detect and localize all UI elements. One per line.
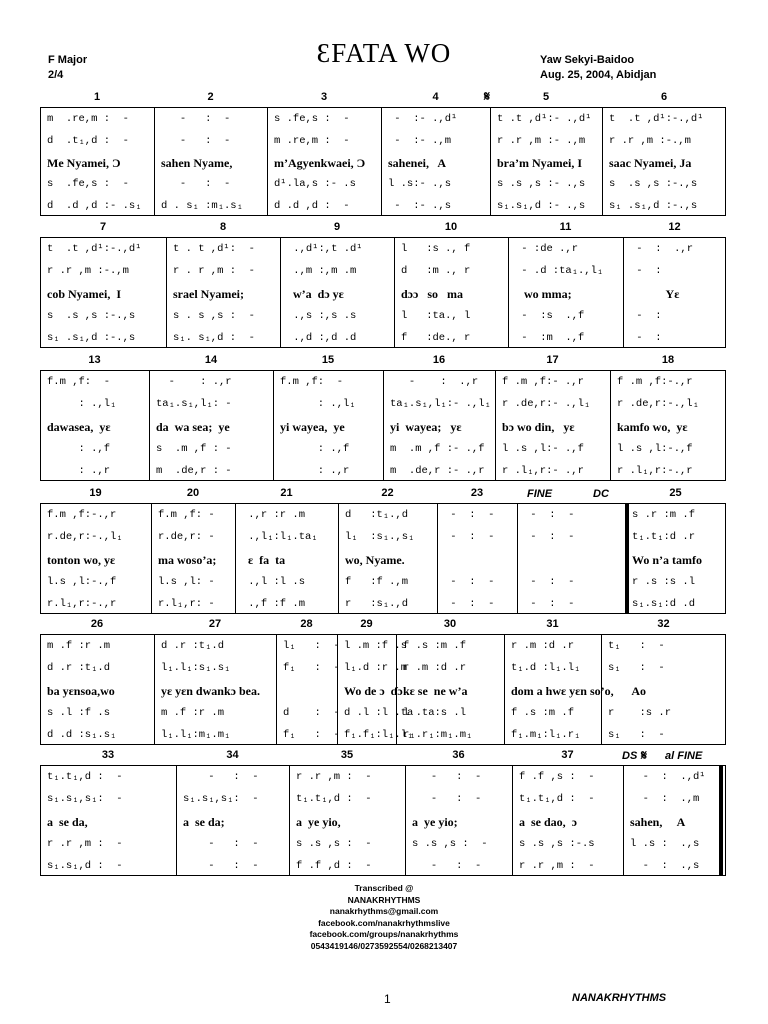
dc-marking: DC [593,488,609,500]
barline [623,238,624,347]
solfa-cell: t₁.t₁:d .r [632,531,696,544]
barline [495,371,496,480]
lyric-cell: srael Nyamei; [173,286,244,301]
solfa-cell: d .l :l .ta [344,706,414,719]
lyric-cell: dawasea, yɛ [47,419,111,434]
lyric-cell: a ye yio; [412,814,458,829]
measure-number: 3 [320,91,328,103]
lyric-cell: m’Agyenkwaei, Ͻ [274,155,366,170]
solfa-cell: f :f .,m [345,575,409,588]
lyric-cell: w’a dɔ yɛ [287,286,344,301]
solfa-cell: l₁.l₁:s₁.s₁ [161,662,231,675]
solfa-cell: r.l₁,r: - [158,597,215,610]
solfa-cell: d :m ., r [401,265,471,278]
solfa-cell: m .f :r .m [47,640,111,653]
solfa-cell: d .d :s₁.s₁ [47,728,117,741]
solfa-cell: d¹.la,s :- .s [274,178,356,191]
lyric-cell: bra’m Nyamei, I [497,155,582,170]
solfa-cell: m .re,m : - [47,112,129,125]
segno-sign: 𝄋 [641,747,648,763]
lyric-cell: Wo n’a tamfo [632,552,702,567]
solfa-cell: - .d :ta₁.,l₁ [515,265,604,278]
solfa-cell: f.m ,f: - [47,376,111,389]
footer-line: 0543419146/0273592554/0268213407 [310,940,458,951]
solfa-cell: f₁ : - [283,728,340,741]
solfa-cell: l .m :f .s [344,640,408,653]
solfa-cell: .,s :,s .s [287,309,357,322]
solfa-cell: r .l₁,r:-.,r [617,464,693,477]
measure-number: 8 [219,221,227,233]
solfa-cell: d .d ,d :- .s₁ [47,200,142,213]
lyric-cell: wo mma; [515,286,572,301]
solfa-cell: l :s ., f [401,243,471,256]
solfa-cell: s .s ,s :-.,s [609,178,698,191]
barline [512,766,513,875]
solfa-cell: r .m :d .r [403,662,467,675]
measure-number: 21 [280,487,293,499]
solfa-cell: l.s ,l:-.,f [47,575,117,588]
music-system [40,107,726,216]
solfa-cell: s₁ : - [608,728,665,741]
lyric-cell: yɛ yɛn dwankɔ bea. [161,683,260,698]
barline [508,238,509,347]
solfa-cell: m .de,r :- .,r [390,464,485,477]
measure-number: 4 [432,91,439,103]
solfa-cell: f :de., r [401,331,471,344]
solfa-cell: f .f ,d : - [296,859,372,872]
barline [267,108,268,215]
solfa-cell: t₁ : - [608,640,665,653]
measure-number: 5 [542,91,550,103]
measure-number: 26 [90,618,104,630]
lyric-cell: ɛ fa ta [242,552,286,567]
date-place: Aug. 25, 2004, Abidjan [540,69,657,81]
solfa-cell: f .m ,f:- .,r [502,376,584,389]
solfa-cell: .,r :r .m [242,509,306,522]
lyric-cell: wo, Nyame. [345,552,405,567]
solfa-cell: r₁.r₁:m₁.m₁ [403,728,473,741]
footer-line: facebook.com/groups/nanakrhythms [309,929,459,939]
barline [504,635,505,744]
lyric-cell: saac Nyamei, Ja [609,155,692,170]
solfa-cell: f.m ,f: - [280,376,344,389]
solfa-cell: r .r ,m : - [47,837,123,850]
barline [154,108,155,215]
ds-marking: DS [622,750,638,762]
solfa-cell: t .t ,d¹:-.,d¹ [609,112,704,125]
solfa-cell: f .s :m .f [511,706,575,719]
solfa-cell: - : - [524,597,575,610]
solfa-cell: - : .,s [630,859,700,872]
solfa-cell: l .s:- .,s [388,178,452,191]
solfa-cell: s₁.s₁,d :- .,s [497,200,586,213]
solfa-cell: - : - [444,597,495,610]
barline [280,238,281,347]
solfa-cell: : .,r [47,464,111,477]
measure-number: 32 [657,618,670,630]
solfa-cell: s .s ,s :-.s [519,837,595,850]
solfa-cell: - : [630,265,662,278]
lyric-cell: Wo de ɔ ɗɔ [344,683,403,698]
solfa-cell: t .t ,d¹:-.,d¹ [47,243,142,256]
solfa-cell: r :s₁.,d [345,597,409,610]
lyric-cell: cob Nyamei, I [47,286,121,301]
measure-number: 25 [669,487,682,499]
solfa-cell: - : .,m [630,793,700,806]
measure-number: 17 [546,354,559,366]
lyric-cell: sahenei, A [388,155,447,170]
footer-credits [0,883,768,952]
solfa-cell: - : - [183,837,259,850]
lyric-cell: a ye yio, [296,814,341,829]
solfa-cell: l₁ :s₁.,s₁ [345,531,415,544]
solfa-cell: s .l :f .s [47,706,111,719]
solfa-cell: s₁. s₁,d : - [173,331,255,344]
solfa-cell: - : - [444,509,495,522]
lyric-cell: yi wayea, ye [280,419,345,434]
lyric-cell: a se dao, ɔ [519,814,577,829]
solfa-cell: : .,f [280,442,350,455]
solfa-cell: - : - [524,575,575,588]
solfa-cell: - : - [161,178,231,191]
solfa-cell: ta₁.s₁,l₁: - [156,398,232,411]
lyric-cell: dom a hwɛ yɛn so’o, [511,683,614,698]
music-system [40,503,726,614]
solfa-cell: r .de,r:- .,l₁ [502,398,591,411]
solfa-cell: - :m .,f [515,331,585,344]
solfa-cell: .,m :,m .m [287,265,357,278]
segno-sign: 𝄋 [484,88,491,104]
solfa-cell: s . s ,s : - [173,309,255,322]
solfa-cell: r.de,r:-.,l₁ [47,531,123,544]
lyric-cell: ba yɛnsoa,wo [47,683,115,698]
measure-number: 7 [99,221,107,233]
lyric-cell: Ao [608,683,647,698]
solfa-cell: t₁.d :l₁.l₁ [511,662,581,675]
solfa-cell: .,d¹:,t .d¹ [287,243,363,256]
solfa-cell: s .s ,s :- .,s [497,178,586,191]
solfa-cell: r .r ,m :-.,m [47,265,129,278]
solfa-cell: f.m ,f:-.,r [47,509,117,522]
solfa-cell: r.l₁,r:-.,r [47,597,117,610]
measure-number: 13 [88,354,101,366]
music-system [40,634,726,745]
al-fine-marking: al FINE [665,750,703,762]
solfa-cell: - : .,d¹ [630,771,706,784]
measure-number: 28 [300,618,313,630]
solfa-cell: : .,r [280,464,350,477]
barline [394,238,395,347]
lyric-cell: da wa sea; ye [156,419,230,434]
measure-number: 6 [660,91,668,103]
solfa-cell: - : - [524,531,575,544]
barline [437,504,438,613]
solfa-cell: s₁.s₁,s₁: - [47,793,123,806]
barline [151,504,152,613]
lyric-cell: yi wayea; yɛ [390,419,462,434]
solfa-cell: m .re,m : - [274,134,350,147]
measure-number: 11 [559,221,572,233]
measure-number: 36 [452,749,465,761]
barline [154,635,155,744]
solfa-cell: s .s ,s : - [412,837,488,850]
barline [289,766,290,875]
key-signature: F Major [48,54,88,66]
music-system [40,370,726,481]
solfa-cell: s₁ : - [608,662,665,675]
solfa-cell: s .m ,f : - [156,442,232,455]
solfa-cell: t₁.t₁,d : - [296,793,372,806]
solfa-cell: l .s ,l:- .,f [502,442,584,455]
measure-number: 2 [207,91,214,103]
solfa-cell: r .r ,m : - [519,859,595,872]
solfa-cell: r . r ,m : - [173,265,255,278]
measure-number: 23 [470,487,484,499]
lyric-cell: ma woso’a; [158,552,217,567]
measure-number: 19 [89,487,102,499]
barline [405,766,406,875]
solfa-cell: m .de,r : - [156,464,232,477]
footer-line: Transcribed @ [354,883,414,893]
barline [490,108,491,215]
solfa-cell: d .t₁,d : - [47,134,129,147]
barline [149,371,150,480]
song-title: ƐFATA WO [316,38,452,68]
solfa-cell: - : - [412,793,482,806]
barline [517,504,518,613]
barline [273,371,274,480]
barline [623,766,624,875]
solfa-cell: f .f ,s : - [519,771,595,784]
solfa-cell: s .fe,s : - [274,112,350,125]
measure-number: 1 [93,91,101,103]
solfa-cell: - :de .,r [515,243,579,256]
solfa-cell: f .m ,f:-.,r [617,376,693,389]
solfa-cell: .,l₁:l₁.ta₁ [242,531,318,544]
solfa-cell: l .s : .,s [630,837,700,850]
solfa-cell: : .,l₁ [280,398,356,411]
music-system [40,765,726,876]
measure-number: 37 [561,749,574,761]
barline [625,504,629,613]
measure-number: 29 [360,618,373,630]
solfa-cell: t₁.t₁,d : - [519,793,595,806]
solfa-cell: m .f :r .m [161,706,225,719]
footer-line: nanakrhythms@gmail.com [329,906,439,916]
solfa-cell: d : - [283,706,340,719]
measure-number: 34 [226,749,239,761]
time-signature: 2/4 [48,69,64,81]
solfa-cell: s .r :m .f [632,509,696,522]
lyric-cell: sahen Nyame, [161,155,233,170]
barline [602,108,603,215]
solfa-cell: s .s ,s :-.,s [47,309,136,322]
lyric-cell: dɔɔ so ma [401,286,463,301]
solfa-cell: s₁.s₁,s₁: - [183,793,259,806]
solfa-cell: s₁.s₁,d : - [47,859,123,872]
measure-number: 14 [204,354,218,366]
solfa-cell: l .ta:s .l [403,706,467,719]
solfa-cell: t .t ,d¹:- .,d¹ [497,112,592,125]
solfa-cell: - : - [524,509,575,522]
lyric-cell: a se da, [47,814,88,829]
solfa-cell: - : - [161,112,231,125]
lyric-cell: tonton wo, yɛ [47,552,116,567]
solfa-cell: .,f :f .m [242,597,306,610]
solfa-cell: - :- .,d¹ [388,112,458,125]
measure-number: 30 [443,618,457,630]
solfa-cell: s₁ .s₁,d :-.,s [609,200,698,213]
barline [166,238,167,347]
solfa-cell: r.de,r: - [158,531,215,544]
measure-number: 9 [333,221,341,233]
solfa-cell: : .,f [47,442,111,455]
solfa-cell: - :- .,s [388,200,452,213]
barline [610,371,611,480]
measure-number: 18 [661,354,675,366]
measure-number: 27 [208,618,222,630]
solfa-cell: s₁.s₁:d .d [632,597,696,610]
solfa-cell: r .m :d .r [511,640,575,653]
footer-line: facebook.com/nanakrhythmslive [318,917,450,928]
measure-number: 12 [668,221,681,233]
solfa-cell: r :s .r [608,706,672,719]
solfa-cell: d .r :t₁.d [161,640,225,653]
solfa-cell: l.s ,l: - [158,575,215,588]
solfa-cell: f.m ,f: - [158,509,215,522]
solfa-cell: - : - [444,575,495,588]
brand-label: NANAKRHYTHMS [572,992,667,1004]
solfa-cell: f .s :m .f [403,640,467,653]
barline [338,504,339,613]
solfa-cell: s₁ .s₁,d :-.,s [47,331,136,344]
solfa-cell: f₁ : - [283,662,340,675]
solfa-cell: ta₁.s₁,l₁:- .,l₁ [390,398,491,411]
lyric-cell: Me Nyamei, Ͻ [47,155,121,170]
measure-number: 10 [444,221,458,233]
barline [235,504,236,613]
solfa-cell: - : - [412,859,482,872]
solfa-cell: - : - [161,134,231,147]
solfa-cell: f₁.m₁:l₁.r₁ [511,728,581,741]
measure-number: 33 [101,749,115,761]
lyric-cell: sahen, A [630,814,686,829]
solfa-cell: .,d :,d .d [287,331,357,344]
solfa-cell: r .r ,m :-.,m [609,134,691,147]
solfa-cell: r .r ,m : - [296,771,372,784]
lyric-cell: Yɛ [630,286,680,301]
measure-number: 20 [186,487,200,499]
solfa-cell: - : - [183,771,259,784]
page-number: 1 [384,992,391,1006]
music-system [40,237,726,348]
solfa-cell: d . s₁ :m₁.s₁ [161,200,243,213]
solfa-cell: - : [630,309,662,322]
solfa-cell: r .l₁,r:- .,r [502,464,584,477]
solfa-cell: - :- .,m [388,134,452,147]
barline [176,766,177,875]
solfa-cell: - :s .,f [515,309,585,322]
solfa-cell: t₁.t₁,d : - [47,771,123,784]
measure-number: 22 [381,487,394,499]
measure-number: 15 [321,354,335,366]
solfa-cell: s .s ,s : - [296,837,372,850]
footer-line: NANAKRHYTHMS [347,894,421,905]
solfa-cell: - : .,r [156,376,232,389]
solfa-cell: - : - [444,531,495,544]
measure-number: 16 [432,354,446,366]
composer: Yaw Sekyi-Baidoo [540,54,635,66]
barline [381,108,382,215]
solfa-cell: d .r :t₁.d [47,662,111,675]
solfa-cell: : .,l₁ [47,398,117,411]
lyric-cell: kɛ se ne w’a [403,683,468,698]
solfa-cell: l .s ,l:-.,f [617,442,693,455]
solfa-cell: f₁.f₁:l₁.l₁ [344,728,414,741]
solfa-cell: l :ta., l [401,309,471,322]
solfa-cell: d :t₁.,d [345,509,409,522]
measure-number: 35 [340,749,354,761]
barline [383,371,384,480]
lyric-cell: a se da; [183,814,225,829]
lyric-cell: kamfo wo, yɛ [617,419,688,434]
barline [276,635,277,744]
solfa-cell: r .s :s .l [632,575,696,588]
solfa-cell: r .r ,m :- .,m [497,134,586,147]
solfa-cell: l₁.d :r .m [344,662,408,675]
measure-number: 31 [546,618,559,630]
fine-marking: FINE [527,488,553,500]
solfa-cell: - : - [412,771,482,784]
solfa-cell: - : .,r [390,376,479,389]
solfa-cell: d .d ,d : - [274,200,350,213]
solfa-cell: s .fe,s : - [47,178,129,191]
solfa-cell: t . t ,d¹: - [173,243,255,256]
solfa-cell: - : [630,331,662,344]
solfa-cell: r .de,r:-.,l₁ [617,398,699,411]
solfa-cell: l₁.l₁:m₁.m₁ [161,728,231,741]
lyric-cell: bɔ wo din, yɛ [502,419,575,434]
solfa-cell: m .m ,f :- .,f [390,442,485,455]
solfa-cell: - : - [183,859,259,872]
solfa-cell: - : .,r [630,243,694,256]
solfa-cell: l₁ : - [283,640,340,653]
solfa-cell: .,l :l .s [242,575,306,588]
